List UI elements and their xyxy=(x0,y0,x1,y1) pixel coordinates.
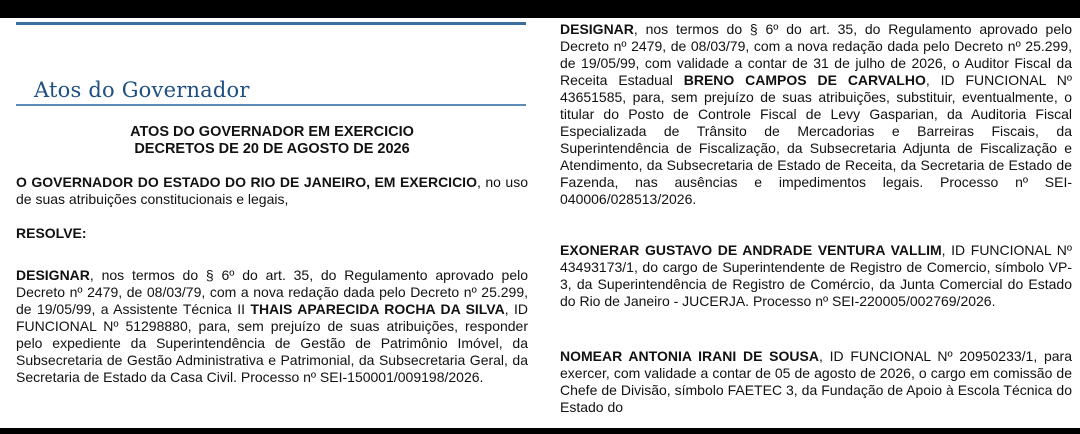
act-person-name: THAIS APARECIDA ROCHA DA SILVA xyxy=(250,301,505,317)
act-text-2: , ID FUNCIONAL Nº 43651585, para, sem prejuízo de suas atribuições, substituir, eventualmente, o titular do Posto de Controle Fiscal de Levy Gasparian, da Auditoria Fiscal Especializada de Trânsito de Mercadorias e Barreiras Fiscais, da Superintendência de Fiscalização, da Subsecretaria Adjunta de Fiscalização e Atendimento, da Subsecretaria de Estado de Receita, da Secretaria de Estado de Fazenda, nas ausências e impedimentos legais. Processo nº SEI-040006/028513/2026. xyxy=(560,72,1072,207)
top-black-bar xyxy=(0,0,1080,18)
heading-line-2: DECRETOS DE 20 DE AGOSTO DE 2026 xyxy=(134,141,410,157)
section-bottom-rule xyxy=(16,104,526,106)
document-heading xyxy=(16,124,528,158)
act-text-1: , nos termos do § 6º do art. 35, do Regulamento aprovado pelo Decreto nº 2479, de 08/03/79, com a nova redação dada pelo Decreto nº 25.299, de 19/05/99, com validade a contar de 31 de julho de 2026, o Auditor Fiscal da Receita Estadual xyxy=(560,21,1072,88)
act-text-2: , ID FUNCIONAL Nº 51298880, para, sem prejuízo de suas atribuições, responder pelo expediente da Superintendência de Gestão de Patrimônio Imóvel, da Subsecretaria de Gestão Administrativa e Patrimonial, da Subsecretaria Geral, da Secretaria de Estado da Casa Civil. Processo nº SEI-150001/009198/2026. xyxy=(16,301,529,385)
act-lead: NOMEAR ANTONIA IRANI DE SOUSA xyxy=(560,348,819,364)
section-title: Atos do Governador xyxy=(34,78,250,102)
bottom-black-bar xyxy=(0,428,1080,434)
act-verb: DESIGNAR xyxy=(16,267,90,283)
act-text: , ID FUNCIONAL Nº 20950233/1, para exercer, com validade a contar de 05 de agosto de 2026, o cargo em comissão de Chefe de Divisão, símbolo FAETEC 3, da Fundação de Apoio à Escola Técnica do Estado do xyxy=(560,348,1072,415)
act-lead: EXONERAR GUSTAVO DE ANDRADE VENTURA VALLIM xyxy=(560,242,942,258)
right-act-designar xyxy=(560,21,1072,208)
act-text-1: , nos termos do § 6º do art. 35, do Regulamento aprovado pelo Decreto nº 2479, de 08/03/79, com a nova redação dada pelo Decreto nº 25.299, de 19/05/99, a Assistente Técnica II xyxy=(16,267,528,317)
intro-paragraph xyxy=(16,174,528,208)
heading-line-1: ATOS DO GOVERNADOR EM EXERCICIO xyxy=(130,124,414,140)
right-act-nomear xyxy=(560,348,1072,416)
intro-lead: O GOVERNADOR DO ESTADO DO RIO DE JANEIRO, EM EXERCICIO xyxy=(16,174,477,190)
intro-rest: , no uso de suas atribuições constitucionais e legais, xyxy=(16,174,528,207)
section-top-rule xyxy=(16,22,526,25)
act-text: , ID FUNCIONAL Nº 43493173/1, do cargo de Superintendente de Registro de Comercio, símbolo VP-3, da Superintendência de Registro de Comércio, da Junta Comercial do Estado do Rio de Janeiro - JUCERJA. Processo nº SEI-220005/002769/2026. xyxy=(560,242,1072,309)
resolve-label: RESOLVE: xyxy=(16,225,87,241)
left-act-designar xyxy=(16,267,528,386)
act-person-name: BRENO CAMPOS DE CARVALHO xyxy=(683,72,926,88)
right-act-exonerar xyxy=(560,242,1072,310)
act-verb: DESIGNAR xyxy=(560,21,634,37)
